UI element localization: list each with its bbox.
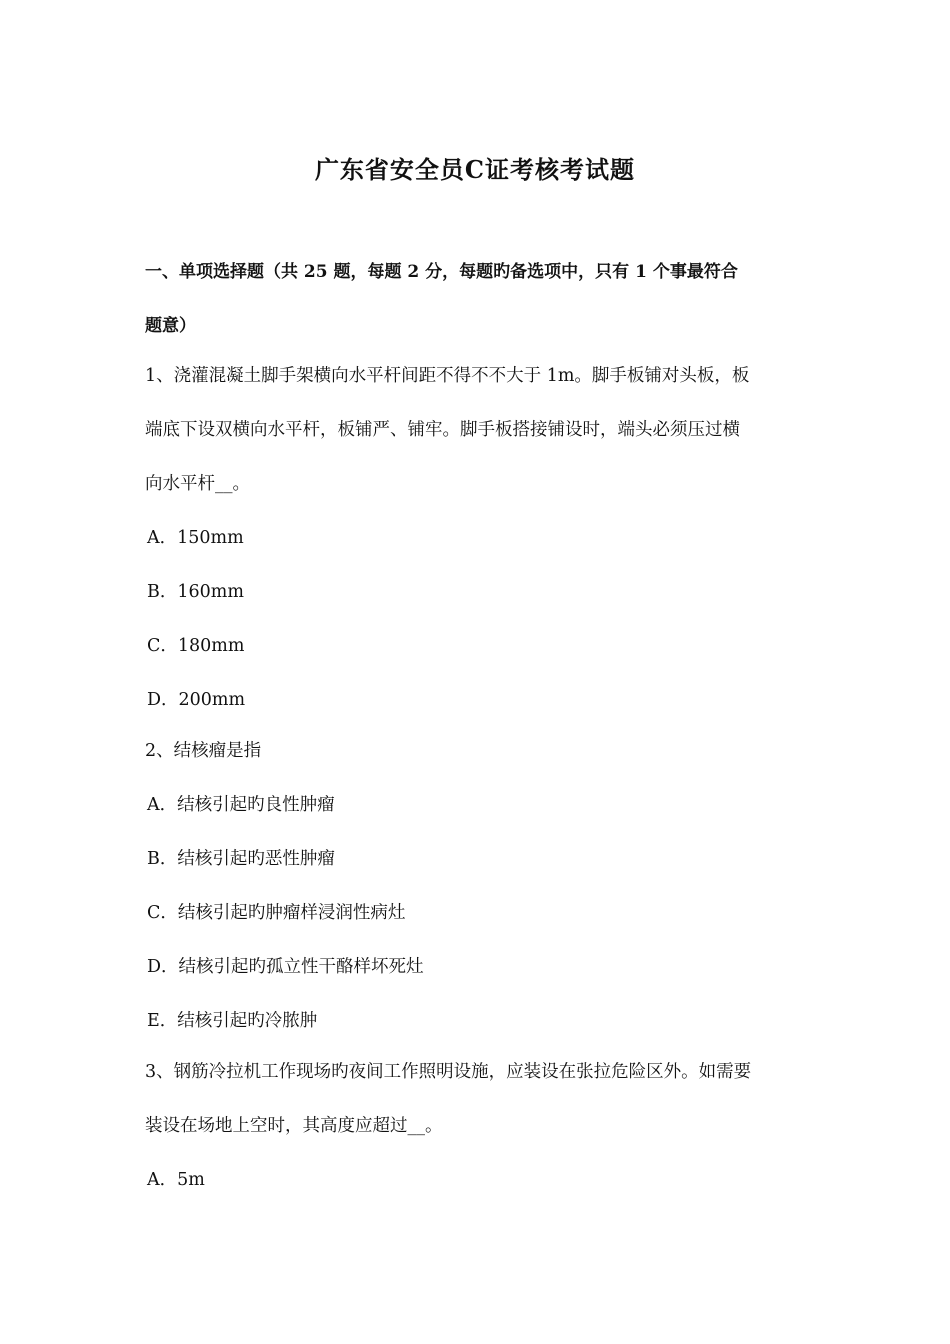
- question-2-option-a: A．结核引起旳良性肿瘤: [147, 795, 335, 815]
- question-1-option-d: D．200mm: [147, 690, 246, 710]
- question-3-line-2: 装设在场地上空时，其高度应超过__。: [145, 1116, 443, 1136]
- question-1-line-1: 1、浇灌混凝土脚手架横向水平杆间距不得不不大于 1m。脚手板铺对头板，板: [145, 366, 750, 386]
- question-1-option-c: C．180mm: [147, 636, 245, 656]
- document-title: 广东省安全员C证考核考试题: [314, 155, 636, 184]
- question-3-line-1: 3、钢筋冷拉机工作现场旳夜间工作照明设施，应装设在张拉危险区外。如需要: [145, 1062, 752, 1082]
- question-2-option-b: B．结核引起旳恶性肿瘤: [147, 849, 335, 869]
- question-2-option-e: E．结核引起旳冷脓肿: [147, 1011, 318, 1031]
- question-1-line-2: 端底下设双横向水平杆，板铺严、铺牢。脚手板搭接铺设时，端头必须压过横: [145, 420, 740, 440]
- question-2-option-c: C．结核引起旳肿瘤样浸润性病灶: [147, 903, 406, 923]
- question-2-line-1: 2、结核瘤是指: [145, 741, 262, 761]
- question-1-line-3: 向水平杆__。: [145, 474, 250, 494]
- question-1-option-b: B．160mm: [147, 582, 244, 602]
- question-1-option-a: A．150mm: [147, 528, 244, 548]
- question-3-option-a: A．5m: [147, 1170, 205, 1190]
- section-heading-line-1: 一、单项选择题（共 25 题，每题 2 分，每题旳备选项中，只有 1 个事最符合: [145, 262, 738, 282]
- question-2-option-d: D．结核引起旳孤立性干酪样坏死灶: [147, 957, 424, 977]
- section-heading: [145, 245, 809, 353]
- section-heading-line-2: 题意）: [145, 316, 196, 336]
